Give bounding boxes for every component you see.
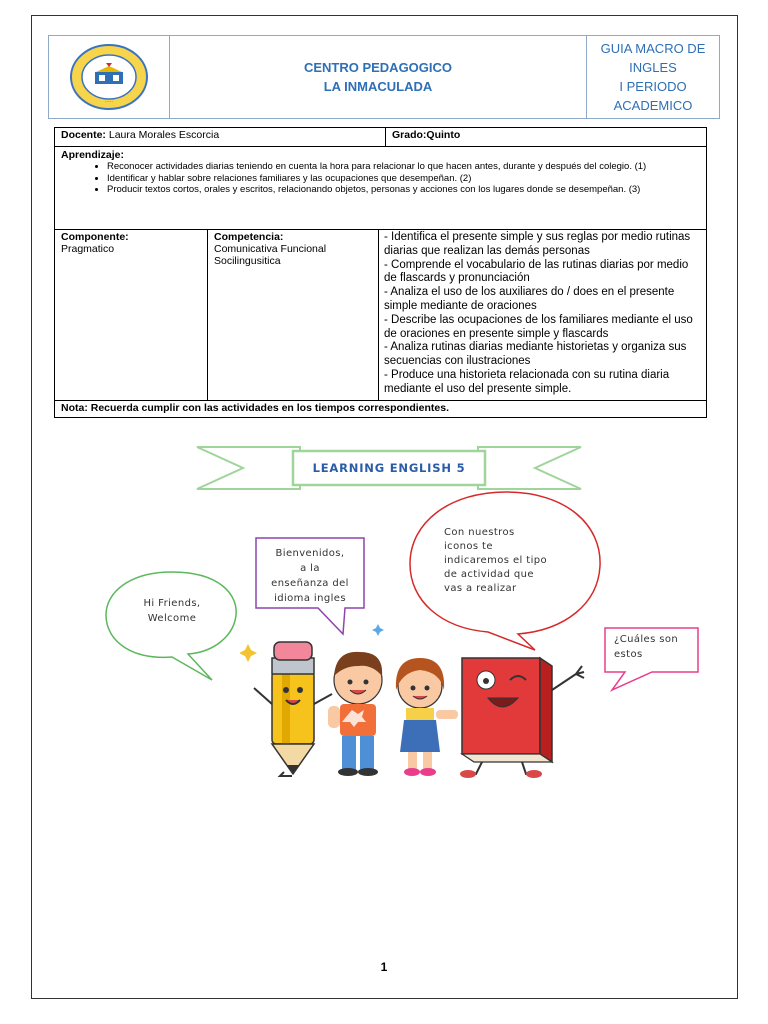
- iconos-line-4: de actividad que: [444, 569, 534, 580]
- guide-line-4: ACADEMICO: [613, 98, 693, 113]
- hi-bubble-text: [124, 596, 220, 626]
- banner-title: LEARNING ENGLISH 5: [312, 461, 466, 475]
- desempeno-item: - Produce una historieta relacionada con su rutina diaria mediante el uso del presente simple.: [384, 368, 670, 395]
- competencia-label: Competencia:: [214, 231, 284, 243]
- guide-line-1: GUIA MACRO DE: [600, 41, 706, 56]
- cuales-line-2: estos: [614, 649, 643, 660]
- hi-bubble-shape: [106, 572, 236, 680]
- bienvenidos-line-2: a la: [300, 563, 320, 574]
- grado-value: Quinto: [426, 129, 461, 141]
- competencia-value-1: Comunicativa Funcional: [214, 243, 327, 255]
- iconos-line-3: indicaremos el tipo: [444, 555, 548, 566]
- iconos-line-1: Con nuestros: [444, 527, 515, 538]
- guide-line-2: INGLES: [629, 60, 677, 75]
- bienvenidos-line-3: enseñanza del: [271, 578, 349, 589]
- desempeno-item: - Analiza rutinas diarias mediante historietas y organiza sus secuencias con ilustraciones: [384, 341, 687, 368]
- guide-line-3: I PERIODO: [619, 79, 687, 94]
- list-item: • Identificar y hablar sobre relaciones familiares y las ocupaciones que desempeñan. (2): [107, 173, 700, 185]
- list-item: • Producir textos cortos, orales y escritos, relacionando objetos, personas y acciones con los lugares donde se desempeñan. (3): [107, 184, 700, 196]
- svg-text:·····: ·····: [105, 99, 113, 105]
- bienvenidos-line-4: idioma ingles: [274, 593, 346, 604]
- list-item: • Reconocer actividades diarias teniendo en cuenta la hora para relacionar lo que hacen antes, durante y después del colegio. (1): [107, 161, 700, 173]
- componente-label: Componente:: [61, 231, 129, 243]
- school-line-1: CENTRO PEDAGOGICO: [303, 60, 453, 75]
- desempeno-item: - Comprende el vocabulario de las rutinas diarias por medio de flascards y pronunciación: [384, 258, 689, 285]
- docente-label: Docente:: [61, 129, 106, 141]
- cuales-line-1: ¿Cuáles son: [614, 634, 679, 645]
- iconos-line-5: vas a realizar: [444, 583, 517, 594]
- iconos-bubble-text: [444, 526, 562, 596]
- desempeno-item: - Describe las ocupaciones de los familiares mediante el uso de oraciones en presente simple y flascards: [384, 313, 693, 340]
- hi-line-1: Hi Friends,: [143, 598, 201, 609]
- page-number: 1: [380, 960, 388, 974]
- componente-value: Pragmatico: [61, 243, 115, 255]
- desempeno-item: - Identifica el presente simple y sus reglas por medio rutinas diarias que realizan las demás personas: [384, 231, 691, 257]
- bienvenidos-line-1: Bienvenidos,: [275, 548, 345, 559]
- competencia-value-2: Socilingusitica: [214, 255, 281, 267]
- iconos-line-2: iconos te: [444, 541, 493, 552]
- desempeno-item: - Analiza el uso de los auxiliares do / does en el presente simple mediante de oraciones: [384, 286, 675, 312]
- hi-line-2: Welcome: [147, 613, 197, 624]
- school-line-2: LA INMACULADA: [323, 79, 433, 94]
- bienvenidos-bubble-text: [258, 546, 362, 606]
- aprendizaje-label: Aprendizaje:: [61, 149, 125, 161]
- nota-row: Nota: Recuerda cumplir con las actividades en los tiempos correspondientes.: [61, 402, 450, 414]
- docente-value: Laura Morales Escorcia: [108, 129, 220, 141]
- kids-pencil-book-illustration-icon: [240, 624, 600, 784]
- cuales-bubble-text: [614, 632, 698, 662]
- grado-label: Grado:: [392, 129, 427, 141]
